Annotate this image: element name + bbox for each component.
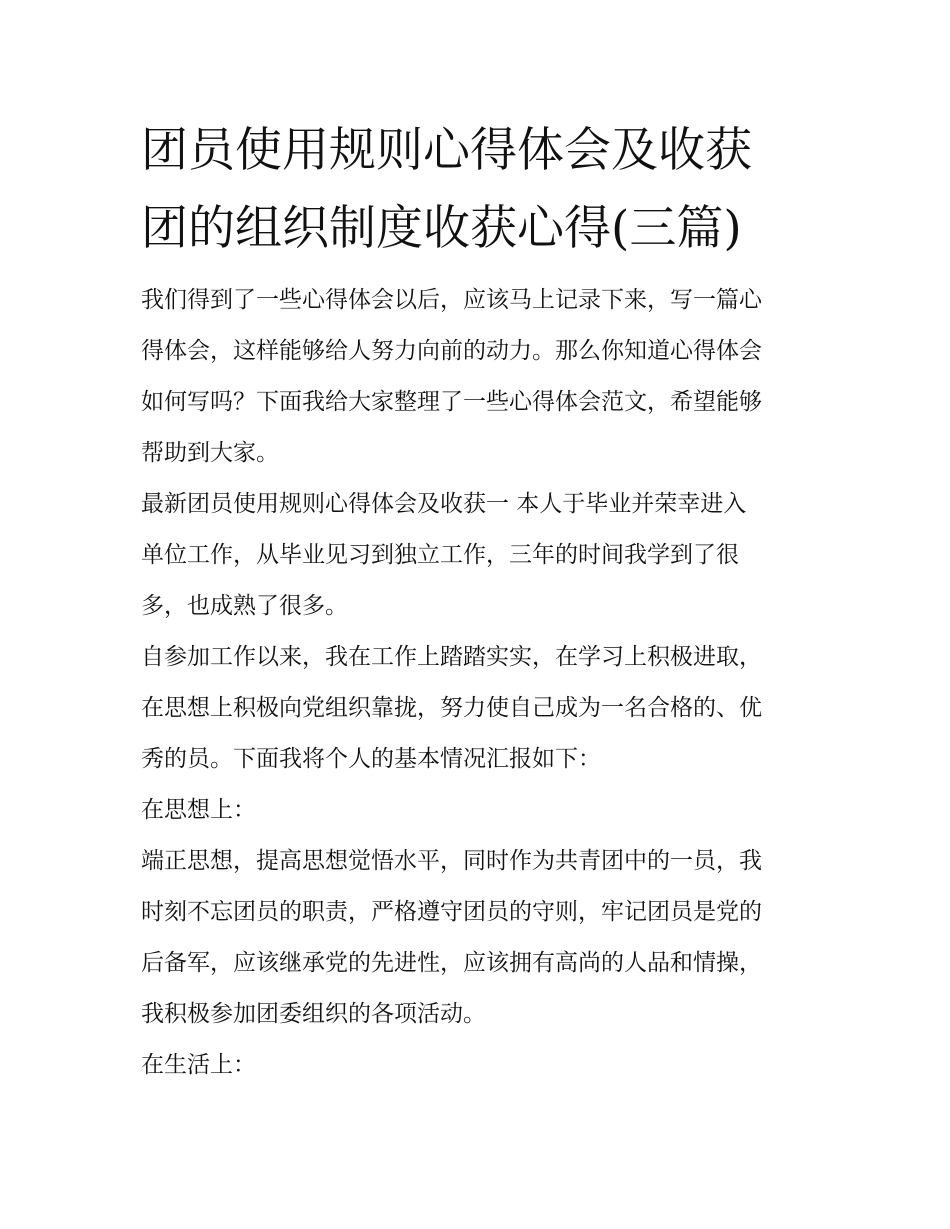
text-line: 时刻不忘团员的职责，严格遵守团员的守则，牢记团员是党的 [141, 899, 762, 925]
text-line: 多，也成熟了很多。 [141, 593, 348, 619]
paragraph-thought [141, 836, 821, 1040]
text-line: 自参加工作以来，我在工作上踏踏实实，在学习上积极进取， [141, 644, 762, 670]
paragraph-intro [141, 275, 821, 479]
text-line: 帮助到大家。 [141, 440, 279, 466]
text-line: 后备军，应该继承党的先进性，应该拥有高尚的人品和情操， [141, 950, 762, 976]
title-line: 团员使用规则心得体会及收获 [141, 123, 752, 178]
text-line: 最新团员使用规则心得体会及收获一 本人于毕业并荣幸进入 [141, 491, 747, 517]
text-line: 得体会，这样能够给人努力向前的动力。那么你知道心得体会 [141, 338, 762, 364]
text-line: 在思想上积极向党组织靠拢，努力使自己成为一名合格的、优 [141, 695, 762, 721]
text-line: 端正思想，提高思想觉悟水平，同时作为共青团中的一员，我 [141, 848, 762, 874]
heading-life [141, 1040, 821, 1091]
paragraph-work-summary [141, 632, 821, 785]
text-line: 在生活上： [141, 1052, 256, 1078]
document-title [141, 112, 821, 268]
title-line: 团的组织制度收获心得(三篇) [141, 201, 742, 256]
text-line: 在思想上： [141, 797, 256, 823]
text-line: 我积极参加团委组织的各项活动。 [141, 1001, 486, 1027]
text-line: 秀的员。下面我将个人的基本情况汇报如下： [141, 746, 601, 772]
text-line: 我们得到了一些心得体会以后，应该马上记录下来，写一篇心 [141, 287, 762, 313]
text-line: 如何写吗？下面我给大家整理了一些心得体会范文，希望能够 [141, 389, 762, 415]
paragraph-section-one [141, 479, 821, 632]
text-line: 单位工作，从毕业见习到独立工作，三年的时间我学到了很 [141, 542, 739, 568]
heading-thought [141, 785, 821, 836]
document-body [141, 275, 821, 1091]
